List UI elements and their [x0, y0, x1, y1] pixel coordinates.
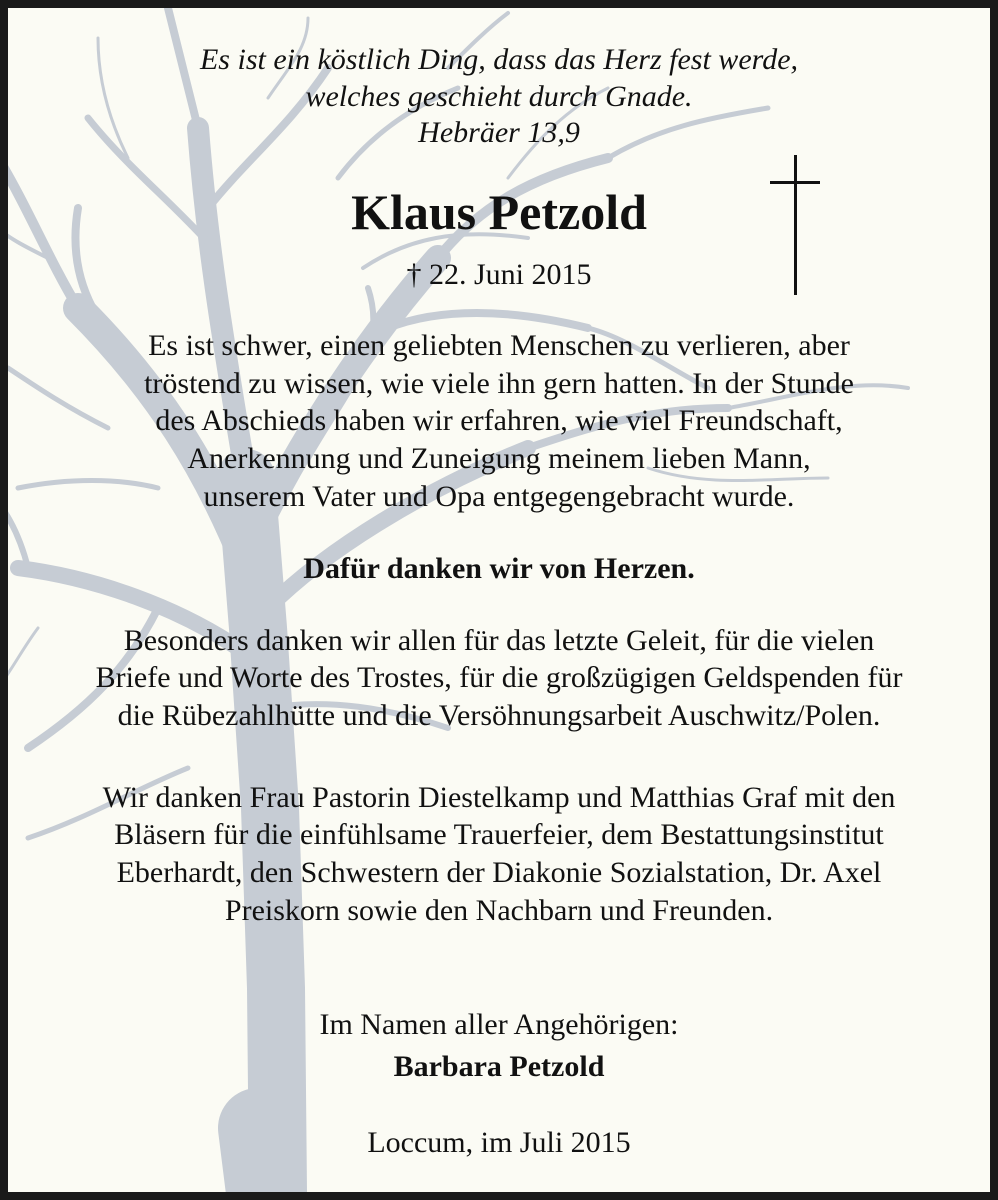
motto-reference: Hebräer 13,9 [418, 116, 580, 149]
paragraph-line: Preiskorn sowie den Nachbarn und Freunden. [224, 894, 774, 927]
deceased-name: Klaus Petzold [351, 184, 647, 240]
paragraph-line: Es ist schwer, einen geliebten Menschen zu verlieren, aber [148, 329, 850, 362]
paragraph-line: des Abschieds haben wir erfahren, wie viel Freundschaft, [155, 404, 843, 437]
place-date: Loccum, im Juli 2015 [367, 1126, 631, 1159]
paragraph-line: Wir danken Frau Pastorin Diestelkamp und Matthias Graf mit den [102, 781, 896, 814]
death-date: † 22. Juni 2015 [406, 258, 592, 291]
paragraph-line: Anerkennung und Zuneigung meinem lieben Mann, [187, 442, 811, 475]
paragraph-line: tröstend zu wissen, wie viele ihn gern hatten. In der Stunde [144, 367, 854, 400]
paragraph-line: die Rübezahlhütte und die Versöhnungsarbeit Auschwitz/Polen. [117, 699, 881, 732]
motto-line: welches geschieht durch Gnade. [305, 80, 693, 113]
signature-name: Barbara Petzold [393, 1050, 605, 1083]
paragraph-line: Eberhardt, den Schwestern der Diakonie Sozialstation, Dr. Axel [116, 856, 882, 889]
thanks-heading: Dafür danken wir von Herzen. [303, 552, 695, 585]
paragraph-line: Briefe und Worte des Trostes, für die großzügigen Geldspenden für [95, 661, 903, 694]
paragraph-line: Besonders danken wir allen für das letzte Geleit, für die vielen [123, 624, 875, 657]
obituary-text [8, 8, 990, 1192]
motto-line: Es ist ein köstlich Ding, dass das Herz fest werde, [199, 43, 799, 76]
paragraph-line: unserem Vater und Opa entgegengebracht wurde. [203, 480, 795, 513]
paragraph-line: Bläsern für die einfühlsame Trauerfeier, dem Bestattungsinstitut [114, 818, 884, 851]
signature-intro: Im Namen aller Angehörigen: [319, 1008, 679, 1041]
